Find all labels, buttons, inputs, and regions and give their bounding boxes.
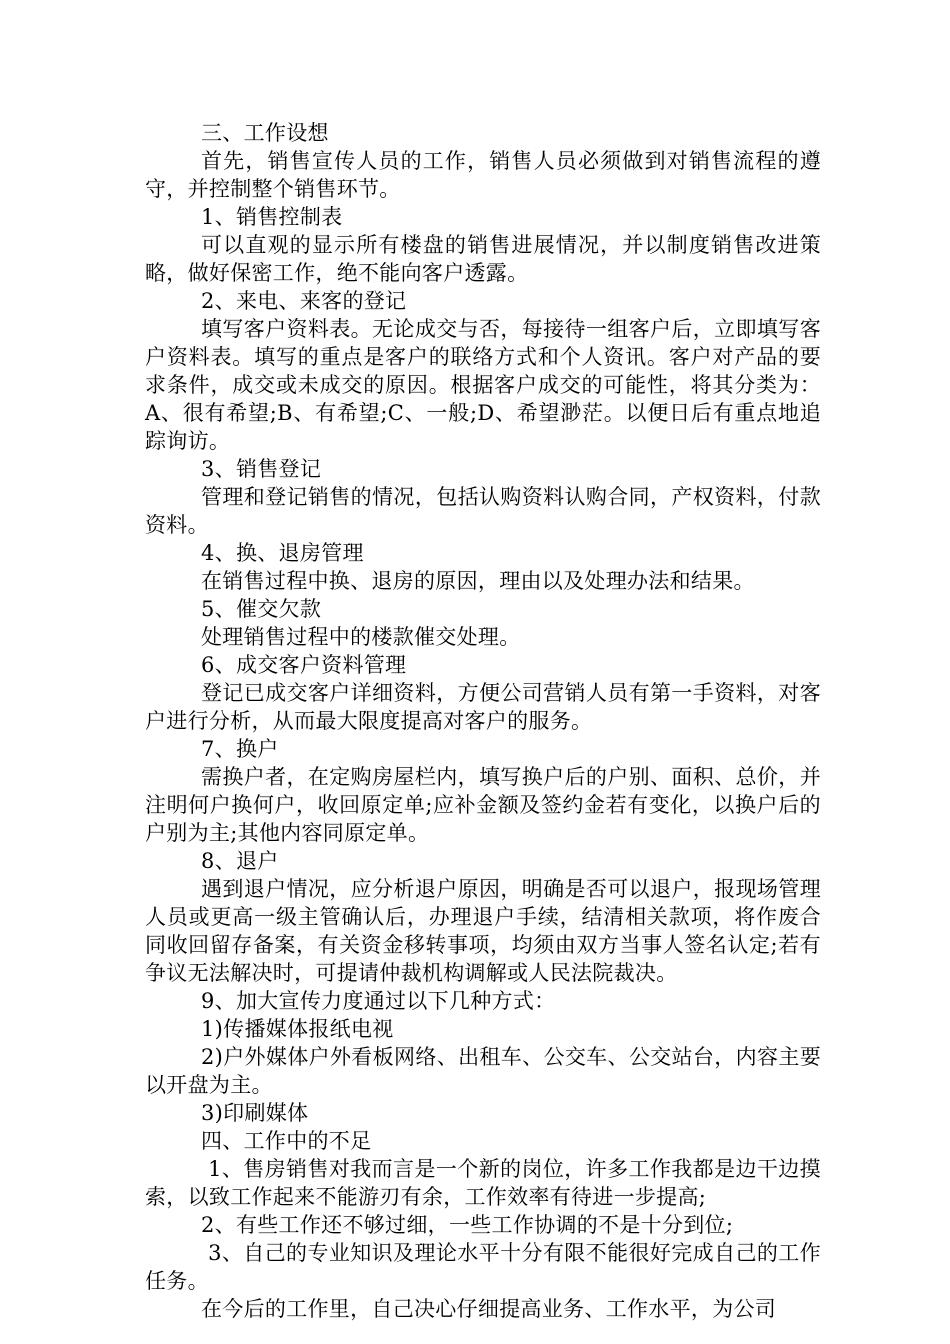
body-paragraph: 在今后的工作里，自己决心仔细提高业务、工作水平，为公司	[201, 1297, 777, 1321]
item-heading: 8、退户	[201, 849, 279, 873]
list-item: 3)印刷媒体	[201, 1101, 309, 1125]
body-paragraph: 登记已成交客户详细资料，方便公司营销人员有第一手资料，对客户进行分析，从而最大限度提高对客户的服务。	[145, 681, 821, 733]
item-heading: 4、换、退房管理	[201, 541, 364, 565]
item-heading: 6、成交客户资料管理	[201, 653, 407, 677]
list-item: 1)传播媒体报纸电视	[201, 1017, 394, 1041]
item-heading: 3、销售登记	[201, 457, 322, 481]
list-item: 2)户外媒体户外看板网络、出租车、公交车、公交站台，内容主要以开盘为主。	[145, 1045, 821, 1097]
document-body	[145, 119, 821, 1323]
body-paragraph: 遇到退户情况，应分析退户原因，明确是否可以退户，报现场管理人员或更高一级主管确认后，办理退户手续，结清相关款项，将作废合同收回留存备案，有关资金移转事项，均须由双方当事人签名认定;若有争议无法解决时，可提请仲裁机构调解或人民法院裁决。	[145, 877, 821, 985]
body-paragraph: 2、有些工作还不够过细，一些工作协调的不是十分到位;	[201, 1213, 734, 1237]
body-paragraph: 处理销售过程中的楼款催交处理。	[201, 625, 521, 649]
body-paragraph: 可以直观的显示所有楼盘的销售进展情况，并以制度销售改进策略，做好保密工作，绝不能向客户透露。	[145, 233, 821, 285]
body-paragraph: 在销售过程中换、退房的原因，理由以及处理办法和结果。	[201, 569, 755, 593]
body-paragraph: 1、售房销售对我而言是一个新的岗位，许多工作我都是边干边摸索，以致工作起来不能游刃有余，工作效率有待进一步提高;	[145, 1157, 821, 1209]
section-heading: 四、工作中的不足	[201, 1129, 372, 1153]
body-paragraph: 需换户者，在定购房屋栏内，填写换户后的户别、面积、总价，并注明何户换何户，收回原定单;应补金额及签约金若有变化，以换户后的户别为主;其他内容同原定单。	[145, 765, 821, 845]
section-heading: 三、工作设想	[201, 121, 329, 145]
body-paragraph: 填写客户资料表。无论成交与否，每接待一组客户后，立即填写客户资料表。填写的重点是客户的联络方式和个人资讯。客户对产品的要求条件，成交或未成交的原因。根据客户成交的可能性，将其分类为：A、很有希望;B、有希望;C、一般;D、希望渺茫。以便日后有重点地追踪询访。	[145, 317, 821, 453]
item-heading: 7、换户	[201, 737, 279, 761]
item-heading: 9、加大宣传力度通过以下几种方式：	[201, 989, 556, 1013]
body-paragraph: 管理和登记销售的情况，包括认购资料认购合同，产权资料，付款资料。	[145, 485, 821, 537]
item-heading: 5、催交欠款	[201, 597, 322, 621]
item-heading: 2、来电、来客的登记	[201, 289, 407, 313]
item-heading: 1、销售控制表	[201, 205, 343, 229]
body-paragraph: 3、自己的专业知识及理论水平十分有限不能很好完成自己的工作任务。	[145, 1241, 821, 1293]
body-paragraph: 首先，销售宣传人员的工作，销售人员必须做到对销售流程的遵守，并控制整个销售环节。	[145, 149, 821, 201]
